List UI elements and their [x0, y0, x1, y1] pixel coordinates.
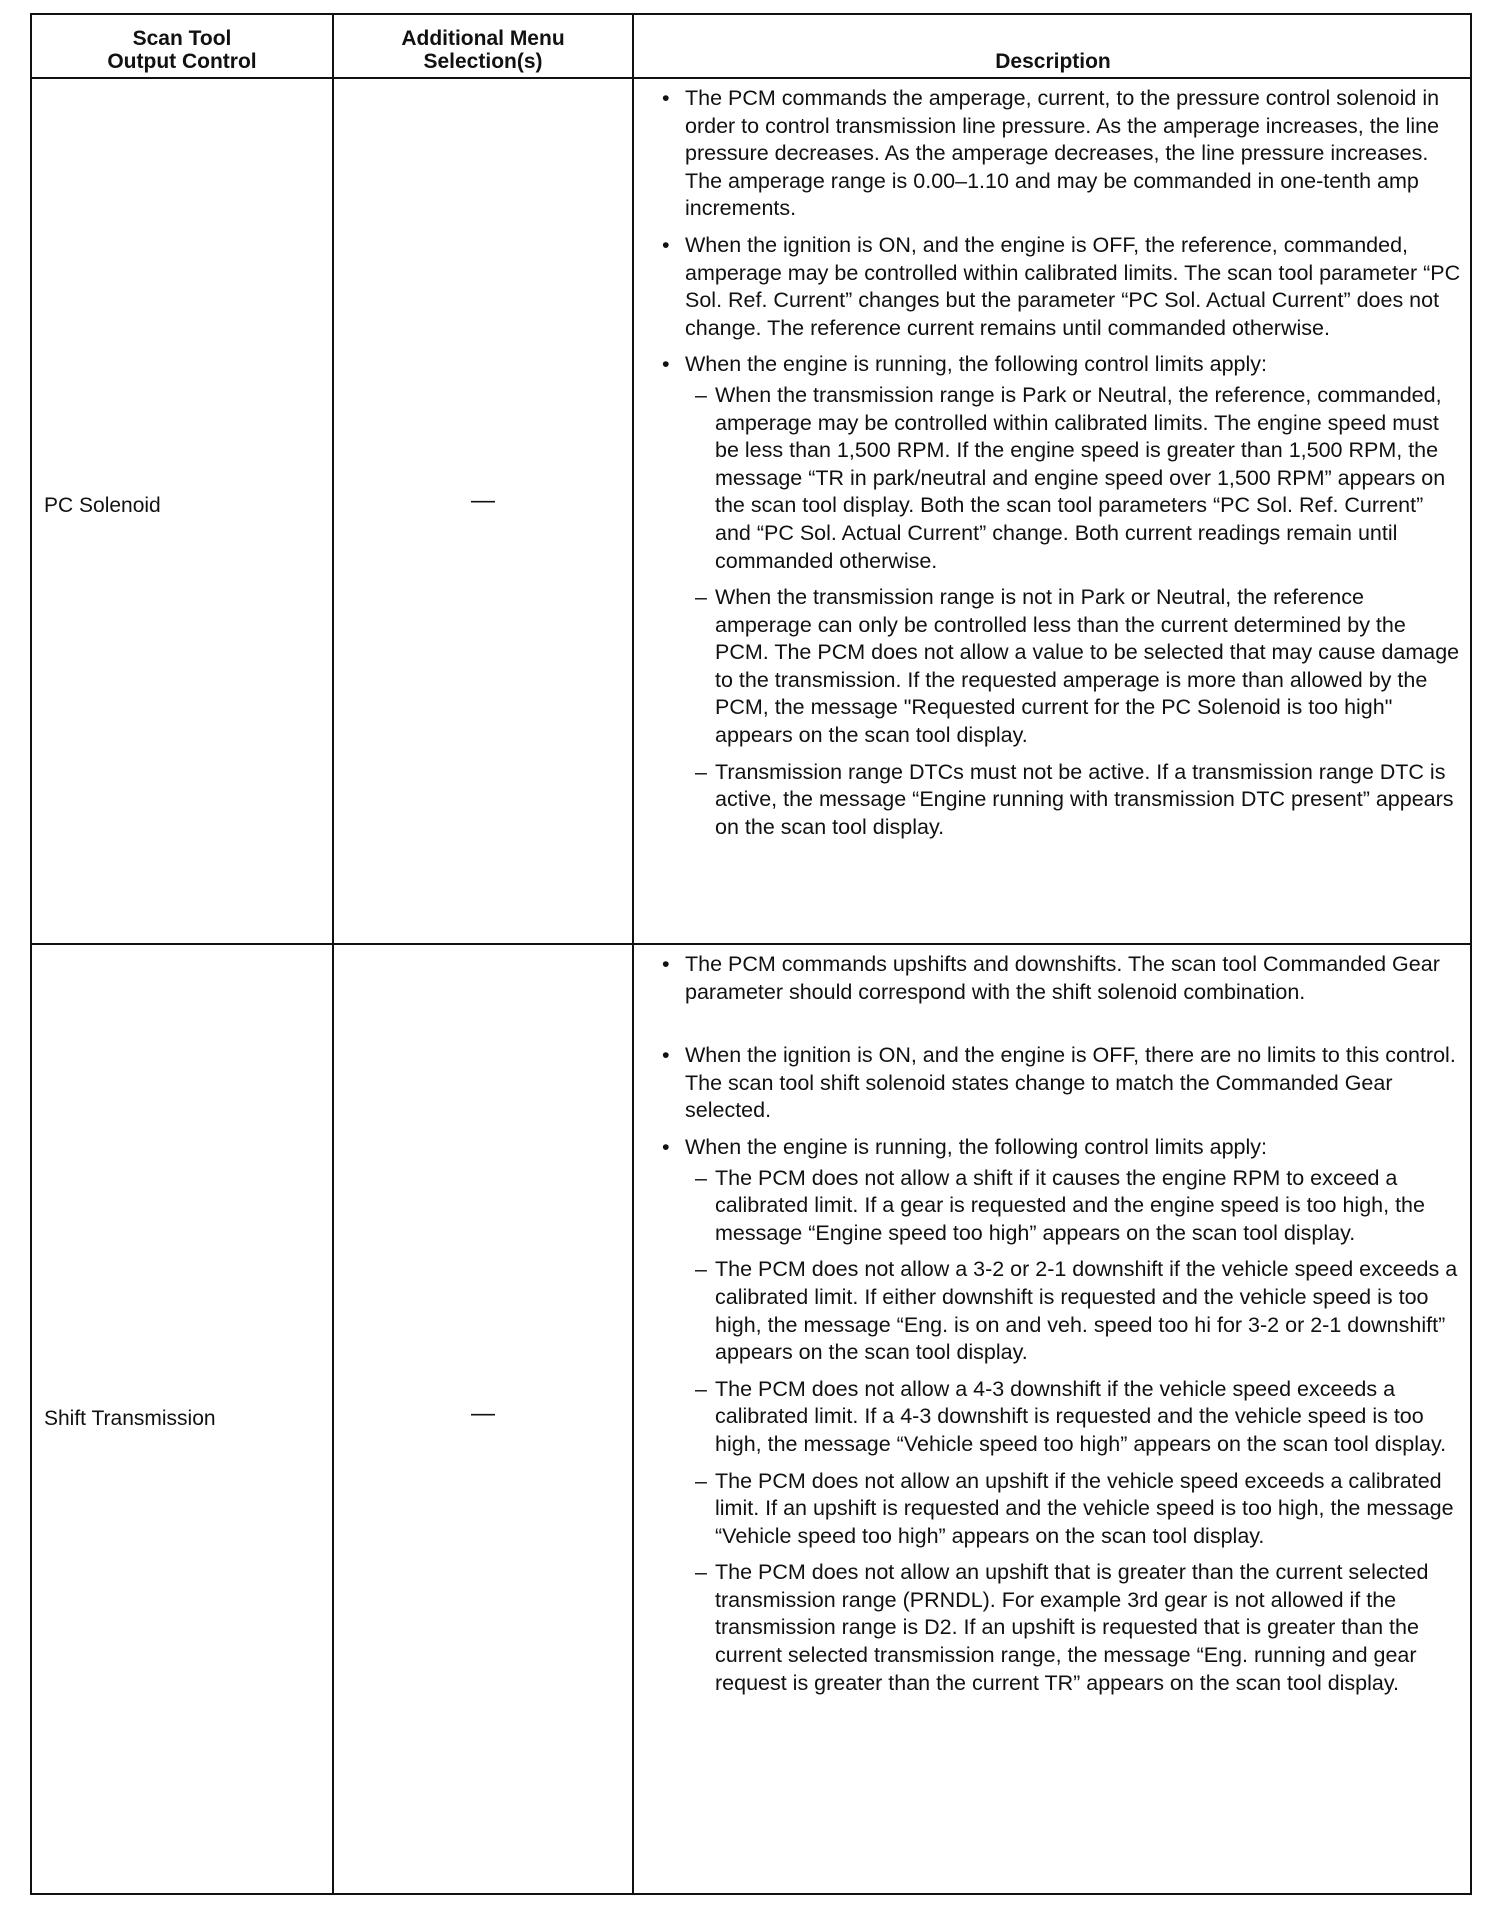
bullet-text: When the engine is running, the following control limits apply: [685, 1134, 1268, 1159]
row-description [662, 85, 1462, 850]
description-sub-item: – When the transmission range is not in Park or Neutral, the reference amperage can only be controlled less than the current determined by the PCM. The PCM does not allow a value to be selected that may cause damage to the transmission. If the requested amperage is more than allowed by the PCM, the message "Requested current for the PC Solenoid is too high" appears on the scan tool display. [695, 584, 1462, 750]
header-text: Scan Tool [132, 27, 232, 50]
header-scan-tool-output-control [32, 15, 332, 77]
column-divider [632, 15, 634, 1893]
row-divider [32, 943, 1470, 945]
description-bullet: • The PCM commands the amperage, current, to the pressure control solenoid in order to control transmission line pressure. As the amperage increases, the line pressure decreases. As the amperage decreases, the line pressure increases. The amperage range is 0.00–1.10 and may be commanded in one-tenth amp increments. [662, 85, 1462, 223]
row-name-shift-transmission: Shift Transmission [44, 1407, 216, 1430]
header-additional-menu-selections [334, 15, 632, 77]
description-sub-item: – Transmission range DTCs must not be active. If a transmission range DTC is active, the message “Engine running with transmission DTC present” appears on the scan tool display. [695, 759, 1462, 842]
description-sub-item: – The PCM does not allow a 4-3 downshift if the vehicle speed exceeds a calibrated limit. If a 4-3 downshift is requested and the vehicle speed is too high, the message “Vehicle speed too high” appears on the scan tool display. [695, 1376, 1462, 1459]
description-sub-item: – The PCM does not allow a 3-2 or 2-1 downshift if the vehicle speed exceeds a calibrated limit. If either downshift is requested and the vehicle speed is too high, the message “Eng. is on and veh. speed too hi for 3-2 or 2-1 downshift” appears on the scan tool display. [695, 1256, 1462, 1366]
description-bullet: • When the ignition is ON, and the engine is OFF, the reference, commanded, amperage may be controlled within calibrated limits. The scan tool parameter “PC Sol. Ref. Current” changes but the parameter “PC Sol. Actual Current” does not change. The reference current remains until commanded otherwise. [662, 232, 1462, 342]
description-bullet: • The PCM commands upshifts and downshifts. The scan tool Commanded Gear parameter should correspond with the shift solenoid combination. [662, 951, 1462, 1006]
row-menu-selection: — [471, 487, 495, 514]
description-sub-item: – The PCM does not allow a shift if it causes the engine RPM to exceed a calibrated limit. If a gear is requested and the engine speed is too high, the message “Engine speed too high” appears on the scan tool display. [695, 1165, 1462, 1248]
bullet-text: When the engine is running, the following control limits apply: [685, 352, 1268, 377]
column-divider [332, 15, 334, 1893]
row-description [662, 951, 1462, 1706]
header-text: Selection(s) [423, 50, 543, 73]
description-bullet [662, 351, 1462, 841]
sub-list [685, 1165, 1462, 1698]
sub-list [685, 382, 1462, 842]
description-sub-item: – The PCM does not allow an upshift that is greater than the current selected transmission range (PRNDL). For example 3rd gear is not allowed if the transmission range is D2. If an upshift is requested that is greater than the current selected transmission range, the message “Eng. running and gear request is greater than the current TR” appears on the scan tool display. [695, 1559, 1462, 1697]
header-divider [32, 77, 1470, 79]
row-menu-selection: — [471, 1400, 495, 1427]
header-description [634, 15, 1472, 77]
description-bullet: • When the ignition is ON, and the engine is OFF, there are no limits to this control. The scan tool shift solenoid states change to match the Commanded Gear selected. [662, 1042, 1462, 1125]
header-text: Description [995, 50, 1111, 73]
output-control-table [30, 13, 1472, 1895]
header-text: Additional Menu [401, 27, 565, 50]
row-name-pc-solenoid: PC Solenoid [44, 494, 161, 517]
description-sub-item: – When the transmission range is Park or Neutral, the reference, commanded, amperage may be controlled within calibrated limits. The engine speed must be less than 1,500 RPM. If the engine speed is greater than 1,500 RPM, the message “TR in park/neutral and engine speed over 1,500 RPM” appears on the scan tool display. Both the scan tool parameters “PC Sol. Ref. Current” and “PC Sol. Actual Current” change. Both current readings remain until commanded otherwise. [695, 382, 1462, 575]
description-bullet [662, 1134, 1462, 1697]
description-sub-item: – The PCM does not allow an upshift if the vehicle speed exceeds a calibrated limit. If an upshift is requested and the vehicle speed is too high, the message “Vehicle speed too high” appears on the scan tool display. [695, 1468, 1462, 1551]
header-text: Output Control [107, 50, 257, 73]
